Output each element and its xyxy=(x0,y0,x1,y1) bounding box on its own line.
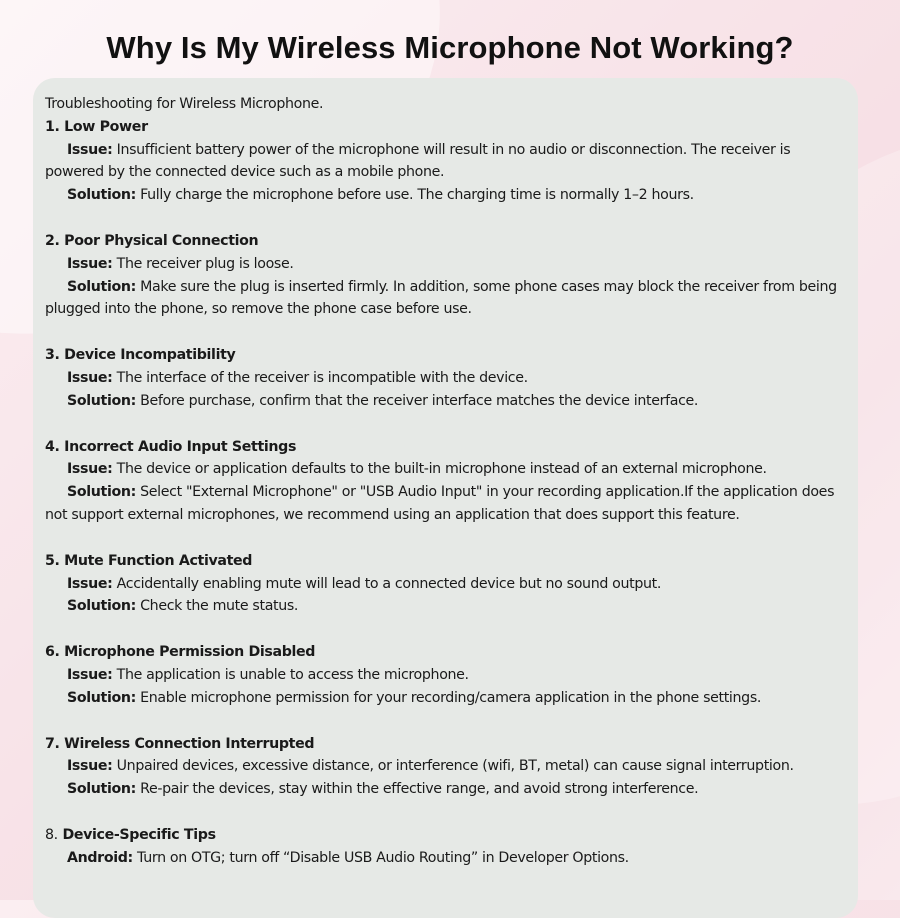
solution-text: Solution: Enable microphone permission for your recording/camera application in the phone settings. xyxy=(67,689,762,706)
section-heading: 8. Device-Specific Tips xyxy=(45,826,216,843)
section-heading: 4. Incorrect Audio Input Settings xyxy=(45,438,297,455)
solution-text: Solution: Before purchase, confirm that the receiver interface matches the device interface. xyxy=(67,392,699,409)
section-device-specific-tips xyxy=(45,824,845,870)
section-mute-function-activated xyxy=(45,550,845,618)
solution-text: Solution: Make sure the plug is inserted firmly. In addition, some phone cases may block the receiver from being plugged into the phone, so remove the phone case before use. xyxy=(45,278,837,318)
android-tip-text: Android: Turn on OTG; turn off “Disable USB Audio Routing” in Developer Options. xyxy=(67,849,629,866)
solution-text: Solution: Select "External Microphone" or "USB Audio Input" in your recording application.If the application does not support external microphones, we recommend using an application that does support this feature. xyxy=(45,484,835,523)
section-heading: 1. Low Power xyxy=(45,118,148,135)
issue-text: Issue: The receiver plug is loose. xyxy=(67,255,294,272)
section-device-incompatibility xyxy=(45,344,845,412)
issue-text: Issue: The interface of the receiver is incompatible with the device. xyxy=(67,369,528,386)
issue-text: Issue: The device or application defaults to the built-in microphone instead of an external microphone. xyxy=(67,461,767,478)
intro-text: Troubleshooting for Wireless Microphone. xyxy=(45,96,324,112)
section-heading: 2. Poor Physical Connection xyxy=(45,232,259,249)
section-microphone-permission-disabled xyxy=(45,641,845,709)
troubleshooting-content xyxy=(45,93,845,870)
section-heading: 5. Mute Function Activated xyxy=(45,552,253,569)
section-poor-physical-connection xyxy=(45,230,845,321)
issue-text: Issue: Unpaired devices, excessive distance, or interference (wifi, BT, metal) can cause signal interruption. xyxy=(67,758,794,775)
solution-text: Solution: Check the mute status. xyxy=(67,598,299,615)
solution-text: Solution: Fully charge the microphone before use. The charging time is normally 1–2 hours. xyxy=(67,187,694,204)
issue-text: Issue: Accidentally enabling mute will lead to a connected device but no sound output. xyxy=(67,575,662,592)
section-incorrect-audio-input-settings xyxy=(45,436,845,527)
solution-text: Solution: Re-pair the devices, stay within the effective range, and avoid strong interference. xyxy=(67,781,699,798)
issue-text: Issue: The application is unable to access the microphone. xyxy=(67,666,469,683)
issue-text: Issue: Insufficient battery power of the microphone will result in no audio or disconnection. The receiver is powered by the connected device such as a mobile phone. xyxy=(45,141,791,181)
section-heading: 3. Device Incompatibility xyxy=(45,347,236,364)
section-low-power xyxy=(45,116,845,207)
page-title: Why Is My Wireless Microphone Not Working? xyxy=(106,30,794,65)
section-wireless-connection-interrupted xyxy=(45,733,845,801)
section-heading: 6. Microphone Permission Disabled xyxy=(45,644,316,661)
section-heading: 7. Wireless Connection Interrupted xyxy=(45,735,315,752)
